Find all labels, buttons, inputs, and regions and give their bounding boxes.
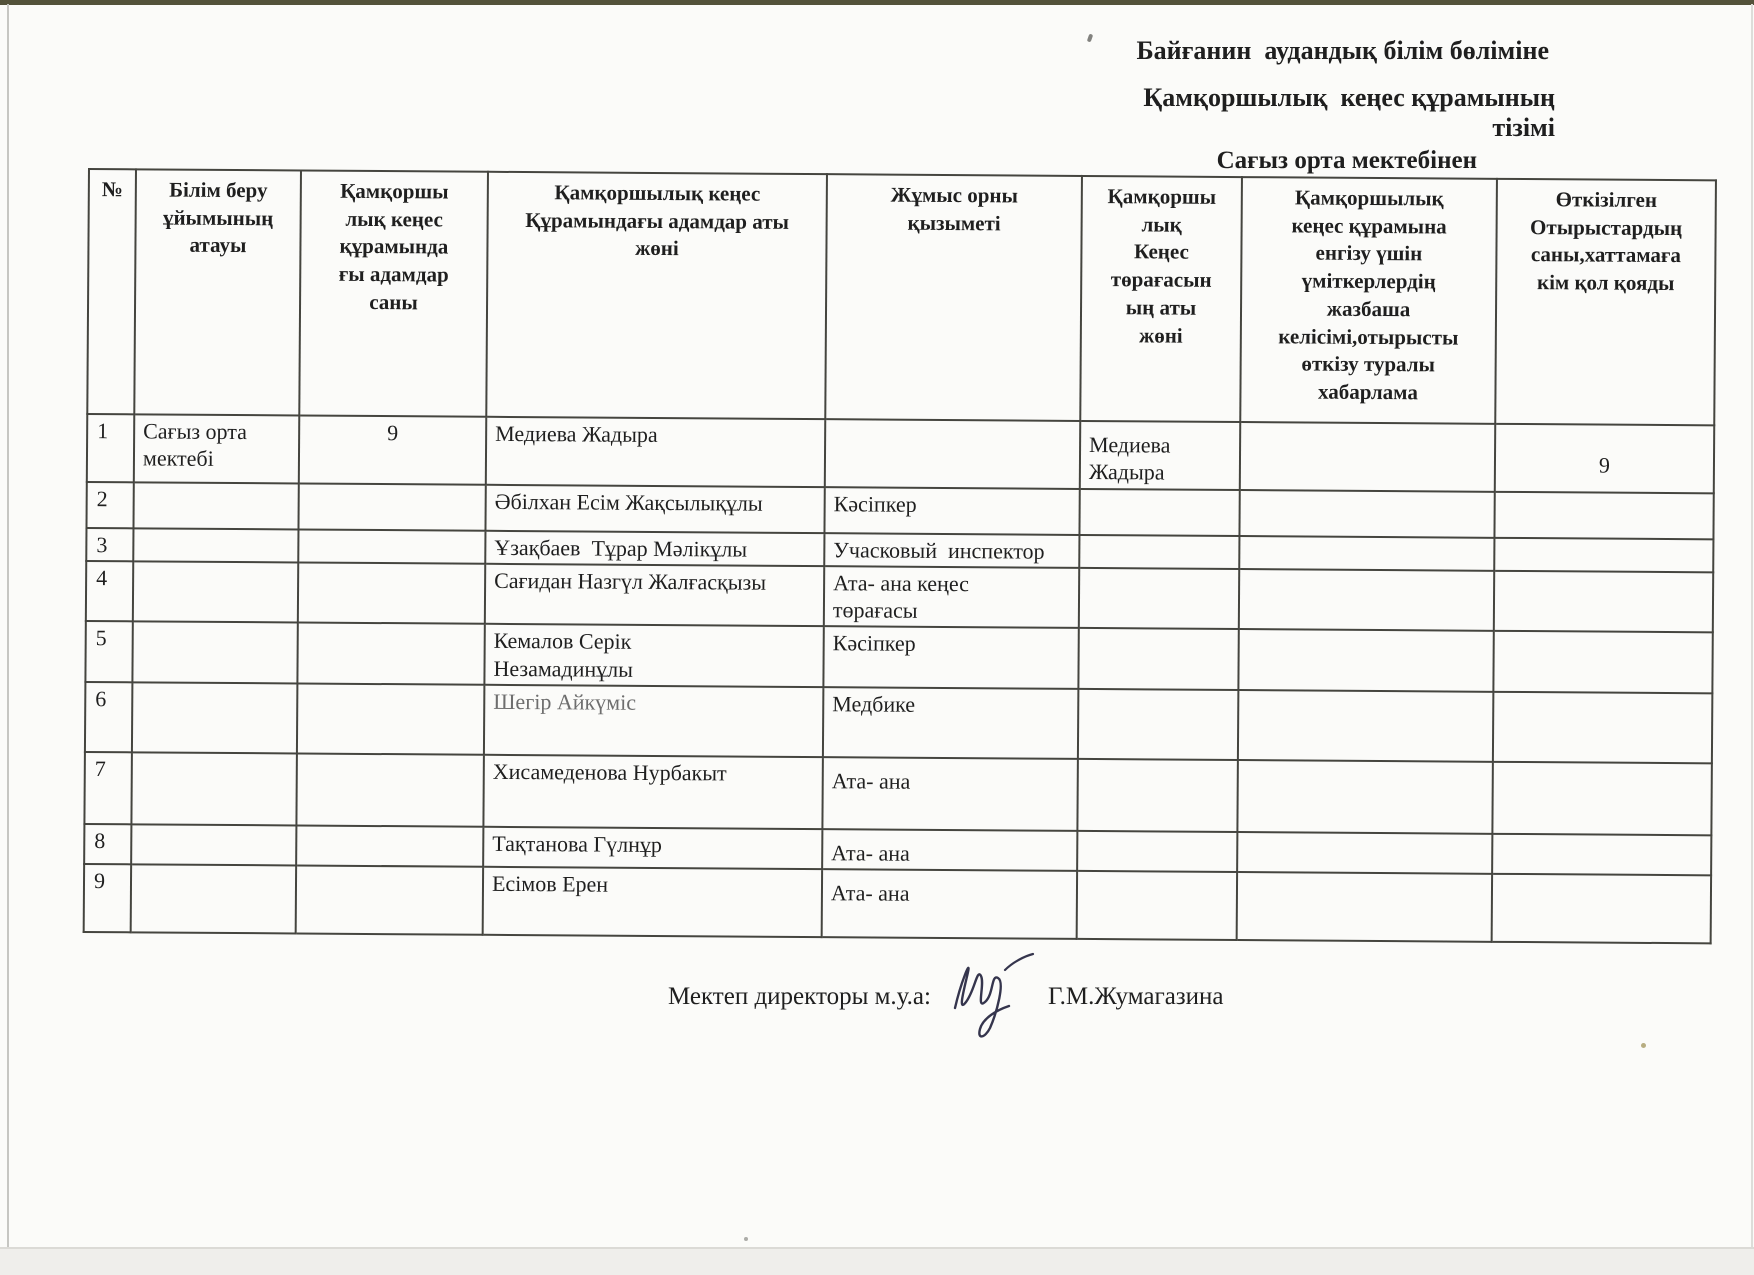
job-title-cell (825, 419, 1080, 488)
job-title-cell: Ата- ана (822, 757, 1077, 831)
member-count-cell (298, 483, 485, 530)
chair-name-cell (1077, 871, 1237, 940)
meetings-count-cell (1495, 424, 1714, 493)
org-name-cell (131, 752, 296, 825)
member-name-cell: Шегір Айкүміс (484, 685, 823, 757)
org-name-cell (131, 824, 296, 865)
org-name-cell (131, 864, 296, 933)
heading-school: Сағыз орта мектебінен (1216, 147, 1477, 174)
org-name-cell (132, 622, 297, 684)
member-name-cell: Хисамеденова Нурбакыт (483, 755, 822, 829)
member-count-cell: 9 (299, 415, 486, 484)
job-title-cell: Ата- ана (822, 869, 1077, 939)
column-header-number: № (87, 169, 136, 414)
member-count-cell (296, 753, 483, 826)
consent-cell (1239, 490, 1494, 538)
chair-name-cell (1078, 628, 1238, 690)
consent-cell (1239, 536, 1494, 571)
row-number-cell: 3 (86, 528, 133, 562)
meetings-count-cell (1492, 834, 1711, 876)
column-header-member-count: Қамқоршы лық кеңес құрамында ғы адамдар саны (299, 170, 488, 416)
job-title-cell: Учасковый инспектор (824, 533, 1079, 568)
scanner-edge-bottom (0, 1247, 1754, 1275)
row-number-cell: 8 (84, 824, 131, 865)
meetings-count-cell (1493, 631, 1712, 693)
member-name-cell: Тақтанова Гүлнұр (483, 827, 822, 870)
job-title-cell: Ата- ана кеңес төрағасы (824, 566, 1079, 628)
chair-name-cell (1077, 831, 1237, 872)
heading-title: Қамқоршылық кеңес құрамының тізімі (1143, 83, 1562, 142)
column-header-chair-name: Қамқоршы лық Кеңес төрағасын ың аты жөні (1080, 176, 1242, 422)
column-header-member-name: Қамқоршылық кеңес Құрамындағы адамдар аты жөні (486, 172, 827, 419)
org-name-cell (132, 682, 297, 753)
document-heading-block (1085, 36, 1562, 175)
job-title-cell: Ата- ана (822, 829, 1077, 871)
consent-cell (1237, 832, 1492, 874)
column-header-job: Жұмыс орны қызыметі (825, 174, 1082, 421)
consent-cell (1238, 629, 1493, 691)
member-count-cell (296, 825, 483, 867)
member-count-cell (298, 562, 485, 624)
chair-name-cell (1079, 568, 1239, 630)
org-name-cell: Сағыз орта мектебі (134, 414, 299, 483)
council-table-wrapper (83, 168, 1717, 944)
member-count-cell (297, 623, 484, 685)
column-header-consent: Қамқоршылық кеңес құрамына енгізу үшін үміткерлердің жазбаша келісімі,отырысты өткізу туралы хабарлама (1240, 177, 1497, 424)
job-title-cell: Кәсіпкер (823, 626, 1078, 688)
meetings-count-cell (1494, 571, 1713, 633)
scanner-edge-left (7, 4, 9, 1275)
column-header-meetings: Өткізілген Отырыстардың саны,хаттамаға кім қол қояды (1495, 179, 1716, 426)
table-row (85, 621, 1712, 693)
row-number-cell: 4 (86, 561, 133, 622)
job-title-cell: Медбике (823, 687, 1078, 759)
scan-speck (744, 1237, 748, 1241)
table-header-row (87, 169, 1716, 425)
chair-name-cell (1079, 488, 1239, 535)
member-count-cell (296, 866, 483, 935)
row-number-cell: 9 (84, 864, 131, 932)
table-row (84, 752, 1711, 835)
table-row (85, 682, 1712, 763)
row-number-cell: 1 (87, 414, 134, 482)
member-name-cell: Кемалов Серік Незамадинұлы (484, 624, 823, 687)
row-number-cell: 5 (85, 621, 132, 682)
member-name-cell: Ұзақбаев Тұрар Мәлікұлы (485, 530, 824, 566)
row-number-cell: 2 (86, 482, 133, 528)
consent-cell (1237, 872, 1492, 942)
council-members-table (83, 168, 1717, 944)
scan-speck (1641, 1043, 1646, 1048)
org-name-cell (133, 561, 298, 623)
consent-cell (1240, 422, 1495, 491)
signature-line (668, 950, 1224, 1044)
member-name-cell: Есімов Ерен (483, 867, 822, 937)
chair-name-cell: Медиева Жадыра (1080, 421, 1240, 490)
member-name-cell: Медиева Жадыра (486, 417, 825, 487)
column-header-org-name: Білім беру ұйымының атауы (134, 169, 301, 415)
consent-cell (1237, 760, 1492, 834)
table-row (86, 561, 1713, 633)
member-name-cell: Сағидан Назгүл Жалғасқызы (485, 564, 824, 627)
consent-cell (1238, 690, 1493, 762)
member-count-cell (298, 529, 485, 564)
job-title-cell: Кәсіпкер (824, 487, 1079, 535)
meetings-count-value: 9 (1598, 452, 1611, 478)
org-name-cell (133, 482, 298, 529)
chair-name-cell (1079, 534, 1239, 568)
signature-label: Мектеп директоры м.у.а: (668, 983, 931, 1010)
signature-name: Г.М.Жумагазина (1047, 983, 1224, 1010)
table-row (87, 414, 1714, 493)
handwritten-signature-icon (941, 948, 1045, 1040)
meetings-count-cell (1494, 537, 1713, 572)
chair-name-cell (1077, 759, 1237, 832)
member-count-cell (297, 683, 484, 754)
consent-cell (1239, 569, 1494, 631)
meetings-count-cell (1493, 692, 1712, 764)
scanner-edge-top (0, 0, 1754, 5)
row-number-cell: 6 (85, 682, 132, 752)
meetings-count-cell (1492, 762, 1711, 836)
member-name-cell: Әбілхан Есім Жақсылықұлы (485, 484, 824, 532)
heading-addressee: Байғанин аудандық білім бөліміне (1136, 36, 1549, 65)
table-row (84, 864, 1711, 943)
meetings-count-cell (1492, 874, 1711, 944)
scanner-edge-right (1751, 4, 1753, 1275)
row-number-cell: 7 (84, 752, 132, 824)
meetings-count-cell (1494, 491, 1713, 539)
org-name-cell (133, 528, 298, 562)
chair-name-cell (1078, 689, 1238, 760)
